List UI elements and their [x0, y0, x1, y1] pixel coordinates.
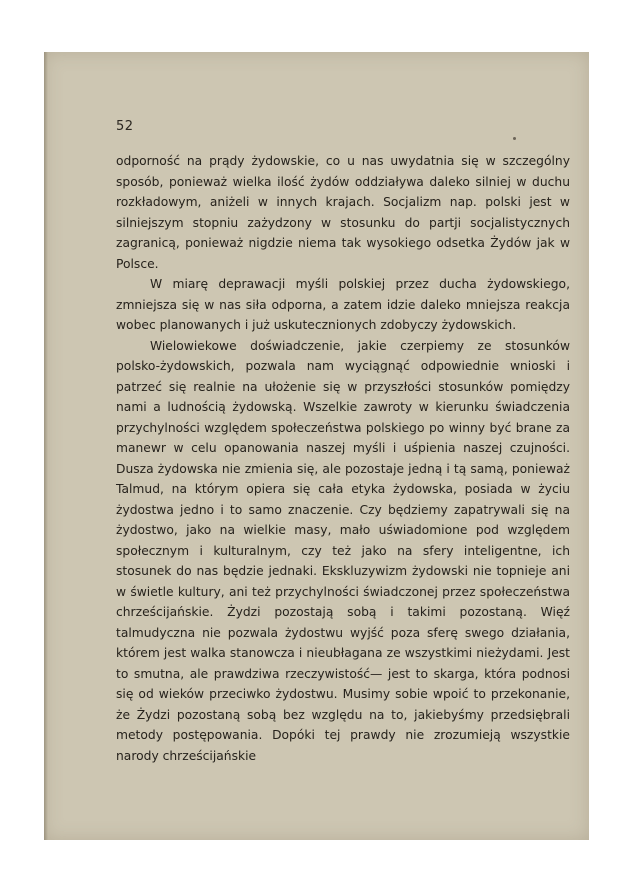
- page-edge-shadow: [44, 52, 48, 840]
- paragraph-3: Wielowiekowe doświadczenie, jakie czerpiemy ze stosunków polsko-żydowskich, pozwala nam wyciągnąć odpowiednie wnioski i patrzeć się realnie na ułożenie się w przyszłości stosunków pomiędzy nami a ludnością żydowską. Wszelkie zawroty w kierunku świadczenia przychylności względem społeczeństwa polskiego po winny być brane za manewr w celu opanowania naszej myśli i uśpienia naszej czujności. Dusza żydowska nie zmienia się, ale pozostaje jedną i tą samą, ponieważ Talmud, na którym opiera się cała etyka żydowska, posiada w życiu żydostwa jedno i to samo znaczenie. Czy będziemy zapatrywali się na żydostwo, jako na wielkie masy, mało uświadomione pod względem społecznym i kulturalnym, czy też jako na sfery inteligentne, ich stosunek do nas będzie jednaki. Ekskluzywizm żydowski nie topnieje ani w świetle kultury, ani też przychylności świadczonej przez społeczeństwa chrześcijańskie. Żydzi pozostają sobą i takimi pozostaną. Więź talmudyczna nie pozwala żydostwu wyjść poza sferę swego działania, którem jest walka stanowcza i nieubłagana ze wszystkimi nieżydami. Jest to smutna, ale prawdziwa rzeczywistość— jest to skarga, która podnosi się od wieków przeciwko żydostwu. Musimy sobie wpoić to przekonanie, że Żydzi pozostaną sobą bez względu na to, jakiebyśmy przedsiębrali metody postępowania. Dopóki tej prawdy nie zrozumieją wszystkie narody chrześcijańskie: [116, 338, 570, 763]
- body-text: [116, 151, 570, 766]
- paper-speck: [513, 137, 516, 140]
- paragraph-1: odporność na prądy żydowskie, co u nas uwydatnia się w szczególny sposób, ponieważ wielka ilość żydów oddziaływa daleko silniej w duchu rozkładowym, aniżeli w innych krajach. Socjalizm nap. polski jest w silniejszym stopniu zażydzony w stosunku do partji socjalistycznych zagranicą, ponieważ nigdzie niema tak wysokiego odsetka Żydów jak w Polsce.: [116, 154, 570, 271]
- paragraph-2: W miarę deprawacji myśli polskiej przez ducha żydowskiego, zmniejsza się w nas siła odporna, a zatem idzie daleko mniejsza reakcja wobec planowanych i już uskutecznionych zdobyczy żydowskich.: [116, 277, 570, 332]
- page-number: 52: [116, 119, 134, 134]
